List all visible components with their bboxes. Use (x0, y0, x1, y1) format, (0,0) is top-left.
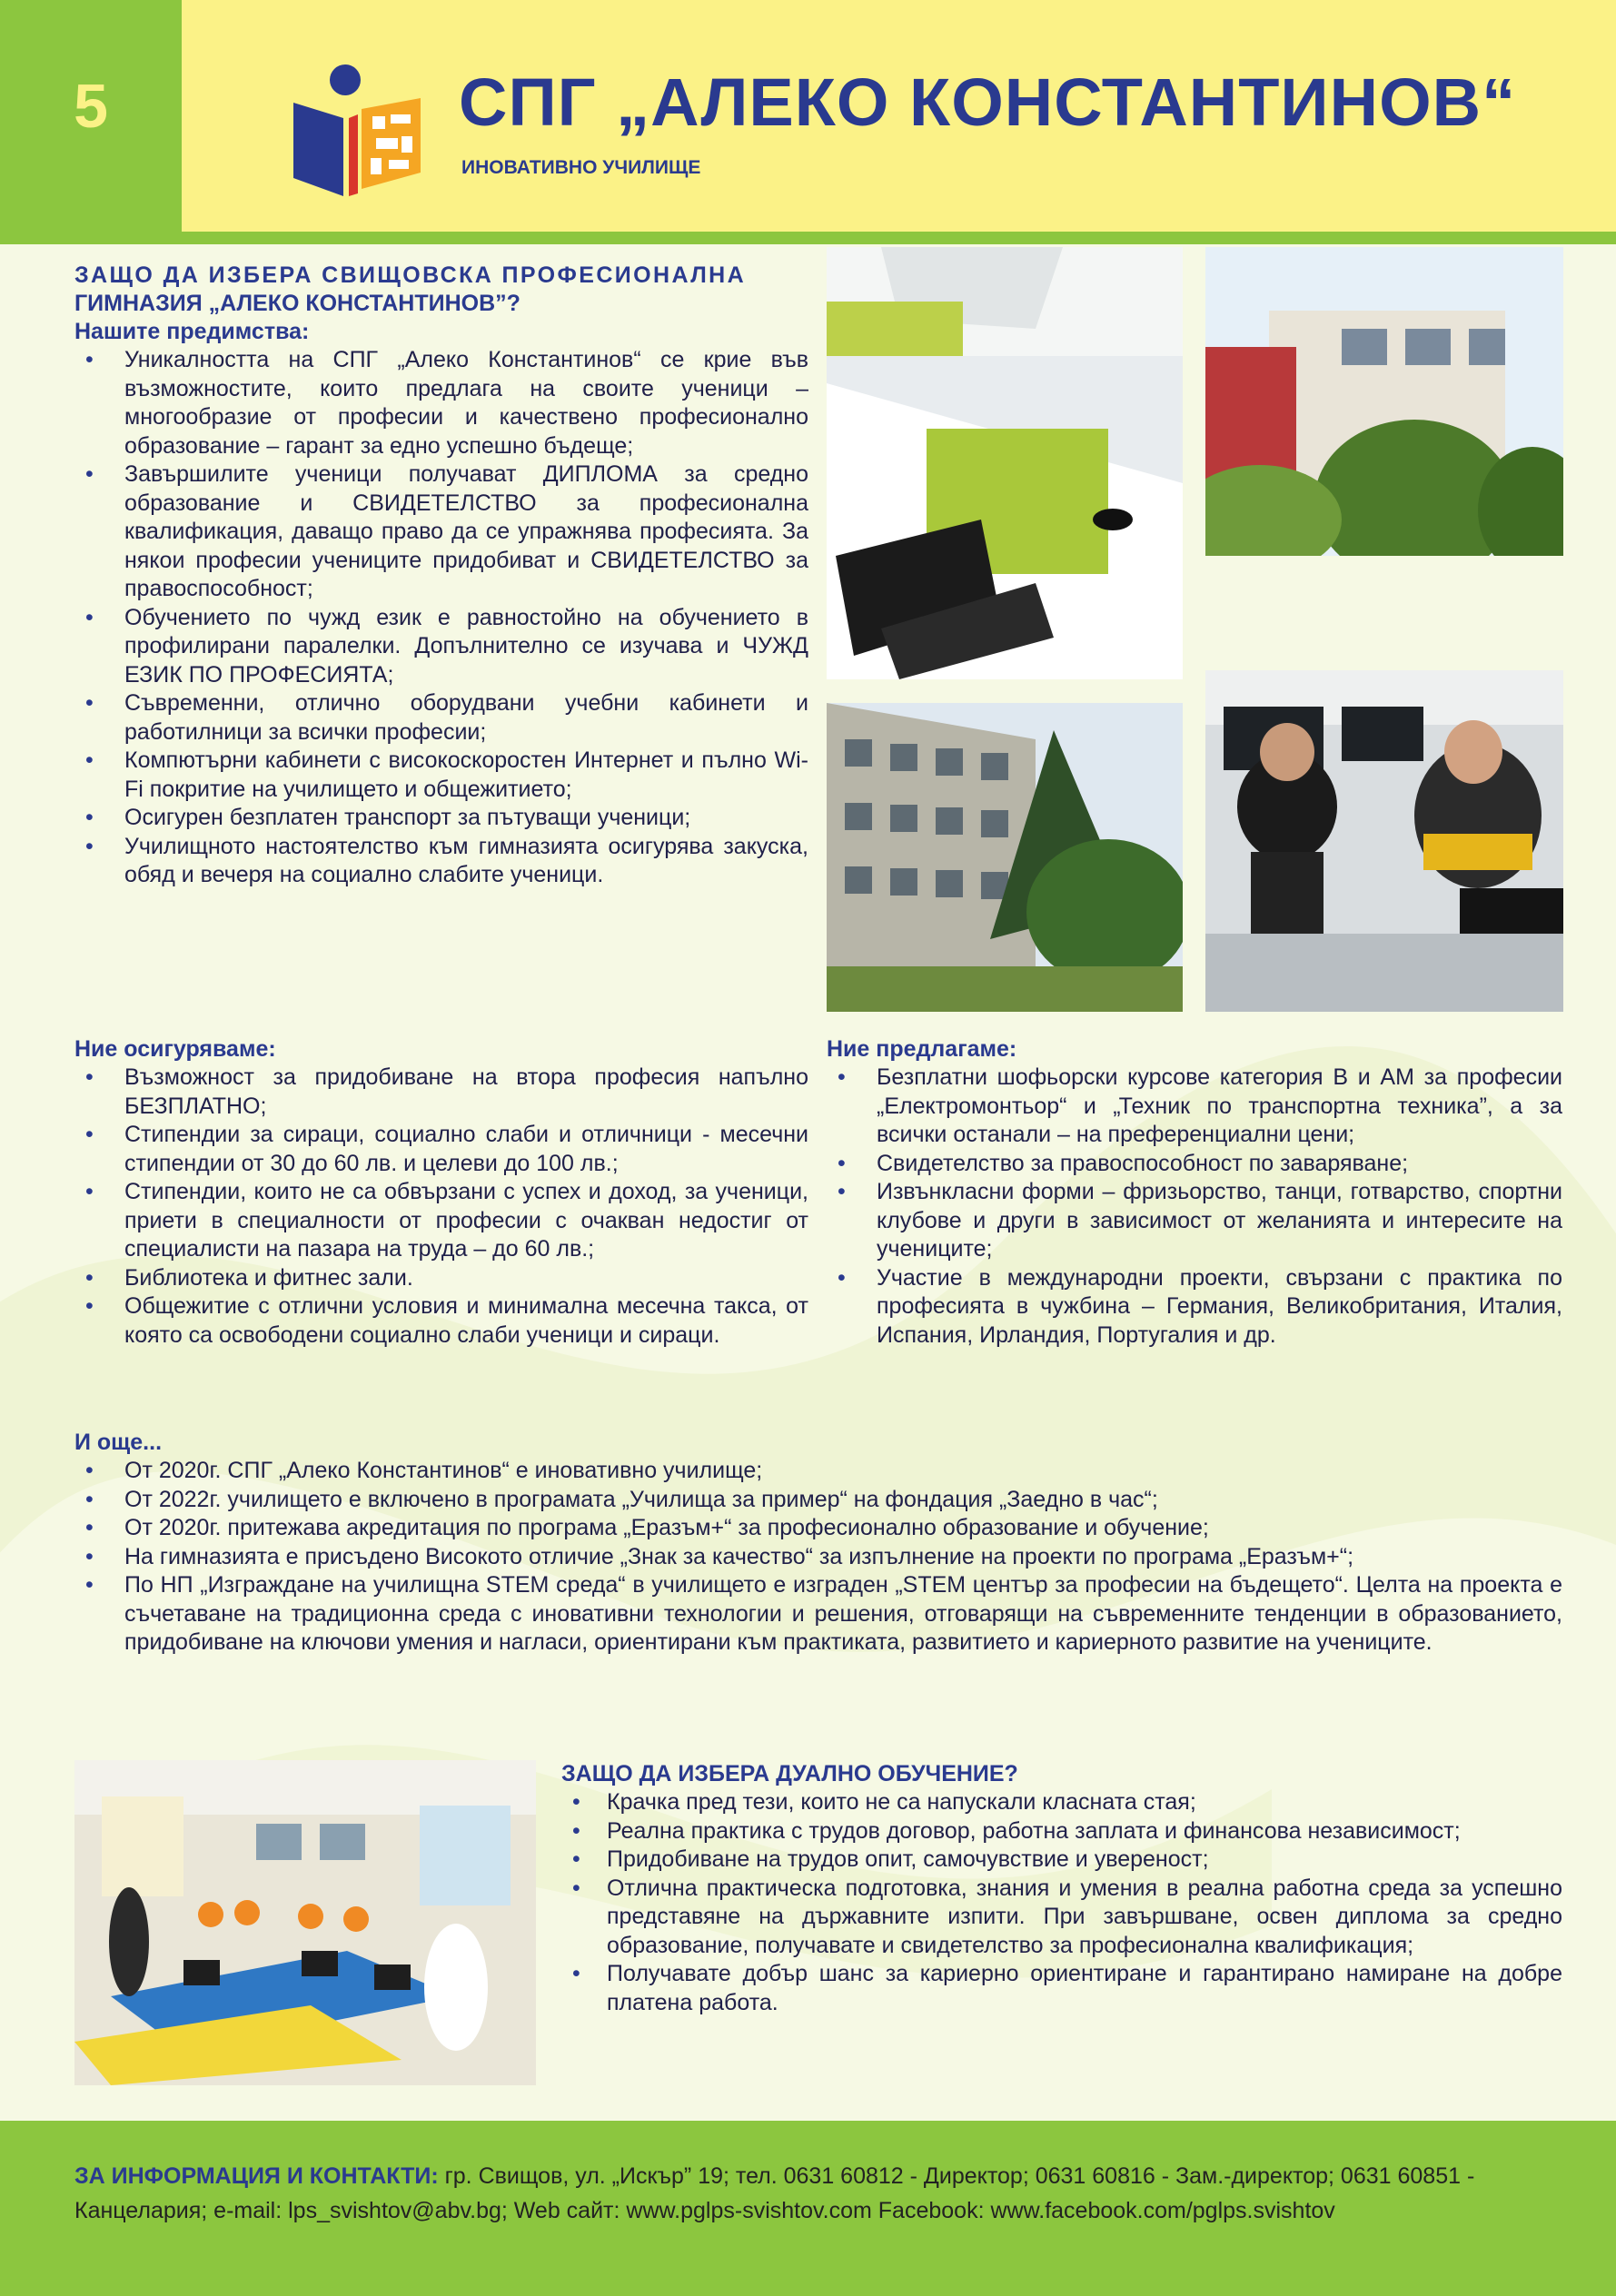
list-item: • Извънкласни форми – фризьорство, танци, готварство, спортни клубове и други в зависимост от желанията и интересите на учениците; (827, 1178, 1562, 1264)
dual-section (561, 1760, 1562, 2017)
list-item: • Получавате добър шанс за кариерно ориентиране и гарантирано намиране на добре платена работа. (561, 1960, 1562, 2017)
list-item: • Завършилите ученици получават ДИПЛОМА за средно образование и СВИДЕТЕЛСТВО за професионална квалификация, даващо право да се упражнява професията. За някои професии учениците придобиват и СВИДЕТЕЛСТВО за правоспособност; (74, 460, 808, 604)
footer-details: гр. Свищов, ул. „Искър” 19; тел. 0631 60812 - Директор; 0631 60816 - Зам.-директор; 0631 60851 - Канцелария; e-mail: lps_svishtov@abv.bg; Web сайт: www.pglps-svishtov.com Facebook: www.facebook.com/pglps.svishtov (74, 2163, 1475, 2223)
we-provide-section (74, 1035, 808, 1350)
footer-contacts (74, 2159, 1564, 2228)
list-item: • Осигурен безплатен транспорт за пътуващи ученици; (74, 804, 808, 833)
list-item: • Библиотека и фитнес зали. (74, 1264, 808, 1293)
list-item: • Реална практика с трудов договор, работна заплата и финансова независимост; (561, 1817, 1562, 1846)
list-item: • Общежитие с отлични условия и минимална месечна такса, от която са освободени социално слаби ученици и сираци. (74, 1292, 808, 1350)
we-offer-list (827, 1064, 1562, 1350)
advantages-list (74, 346, 808, 890)
advantages-label: Нашите предимства: (74, 319, 310, 344)
photo-dormitory (827, 703, 1183, 1012)
list-item: • На гимназията е присъдено Високото отличие „Знак за качество“ за изпълнение на проекти по програма „Еразъм+“; (74, 1543, 1562, 1572)
list-item: • Стипендии за сираци, социално слаби и отличници - месечни стипендии от 30 до 60 лв. и целеви до 100 лв.; (74, 1121, 808, 1178)
list-item: • Съвременни, отлично оборудвани учебни кабинети и работилници за всички професии; (74, 689, 808, 747)
photo-students-computers (1205, 670, 1563, 1012)
list-item: • Участие в международни проекти, свързани с практика по професията в чужбина – Германия, Великобритания, Италия, Испания, Ирландия, Португалия и др. (827, 1264, 1562, 1351)
header-divider (0, 232, 1616, 244)
list-item: • Училищното настоятелство към гимназията осигурява закуска, обяд и вечеря на социално слабите ученици. (74, 833, 808, 890)
more-label: И още... (74, 1430, 163, 1455)
page-number: 5 (74, 72, 108, 141)
photo-school-building (1205, 247, 1563, 556)
photo-classroom (74, 1760, 536, 2085)
we-provide-label: Ние осигуряваме: (74, 1036, 276, 1062)
more-list (74, 1457, 1562, 1658)
school-subtitle: ИНОВАТИВНО УЧИЛИЩЕ (461, 157, 701, 178)
list-item: • Свидетелство за правоспособност по заваряване; (827, 1150, 1562, 1179)
dual-list (561, 1788, 1562, 2017)
list-item: • Компютърни кабинети с високоскоростен Интернет и пълно Wi-Fi покритие на училището и общежитието; (74, 747, 808, 804)
more-section (74, 1429, 1562, 1658)
why-heading-line2: ГИМНАЗИЯ „АЛЕКО КОНСТАНТИНОВ”? (74, 291, 520, 316)
list-item: • Отлична практическа подготовка, знания и умения в реална работна среда за успешно представяне на държавните изпити. При завършване, освен диплома за средно образование, получавате и свидетелство за професионална квалификация; (561, 1875, 1562, 1961)
school-logo-icon (289, 62, 425, 198)
list-item: • От 2020г. СПГ „Алеко Константинов“ е иновативно училище; (74, 1457, 1562, 1486)
list-item: • От 2022г. училището е включено в програмата „Училища за пример“ на фондация „Заедно в час“; (74, 1486, 1562, 1515)
dual-heading: ЗАЩО ДА ИЗБЕРА ДУАЛНО ОБУЧЕНИЕ? (561, 1761, 1018, 1786)
list-item: • Обучението по чужд език е равностойно на обучението в профилирани паралелки. Допълнително се изучава и ЧУЖД ЕЗИК ПО ПРОФЕСИЯТА; (74, 604, 808, 690)
school-title: СПГ „АЛЕКО КОНСТАНТИНОВ“ (459, 64, 1517, 140)
list-item: • Крачка пред тези, които не са напускали класната стая; (561, 1788, 1562, 1817)
list-item: • Безплатни шофьорски курсове категория В и АМ за професии „Електромонтьор“ и „Техник по транспортна техника”, а за всички останали – на преференциални цени; (827, 1064, 1562, 1150)
list-item: • Уникалността на СПГ „Алеко Константинов“ се крие във възможностите, които предлага на своите ученици – многообразие от професии и качествено професионално образование – гарант за едно успешно бъдеще; (74, 346, 808, 460)
list-item: • Стипендии, които не са обвързани с успех и доход, за ученици, приети в специалности от професии с очакван недостиг от специалисти на пазара на труда – до 60 лв.; (74, 1178, 808, 1264)
list-item: • Възможност за придобиване на втора професия напълно БЕЗПЛАТНО; (74, 1064, 808, 1121)
why-heading-line1: ЗАЩО ДА ИЗБЕРА СВИЩОВСКА ПРОФЕСИОНАЛНА (74, 262, 747, 288)
we-offer-section (827, 1035, 1562, 1350)
photo-computer-lab (827, 247, 1183, 679)
list-item: • Придобиване на трудов опит, самочувствие и увереност; (561, 1846, 1562, 1875)
list-item: • От 2020г. притежава акредитация по програма „Еразъм+“ за професионално образование и обучение; (74, 1514, 1562, 1543)
why-section (74, 262, 808, 890)
page-number-tab (0, 0, 182, 238)
list-item: • По НП „Изграждане на училищна STEM среда“ в училището е изграден „STEM център за професии на бъдещето“. Целта на проекта е съчетаване на традиционна среда с иновативни технологии и решения, отговарящи на съвременните тенденции в образованието, придобиване на ключови умения и нагласи, ориентирани към практиката, развитието и кариерното развитие на учениците. (74, 1571, 1562, 1658)
footer-label: ЗА ИНФОРМАЦИЯ И КОНТАКТИ: (74, 2163, 439, 2189)
we-provide-list (74, 1064, 808, 1350)
we-offer-label: Ние предлагаме: (827, 1036, 1017, 1062)
